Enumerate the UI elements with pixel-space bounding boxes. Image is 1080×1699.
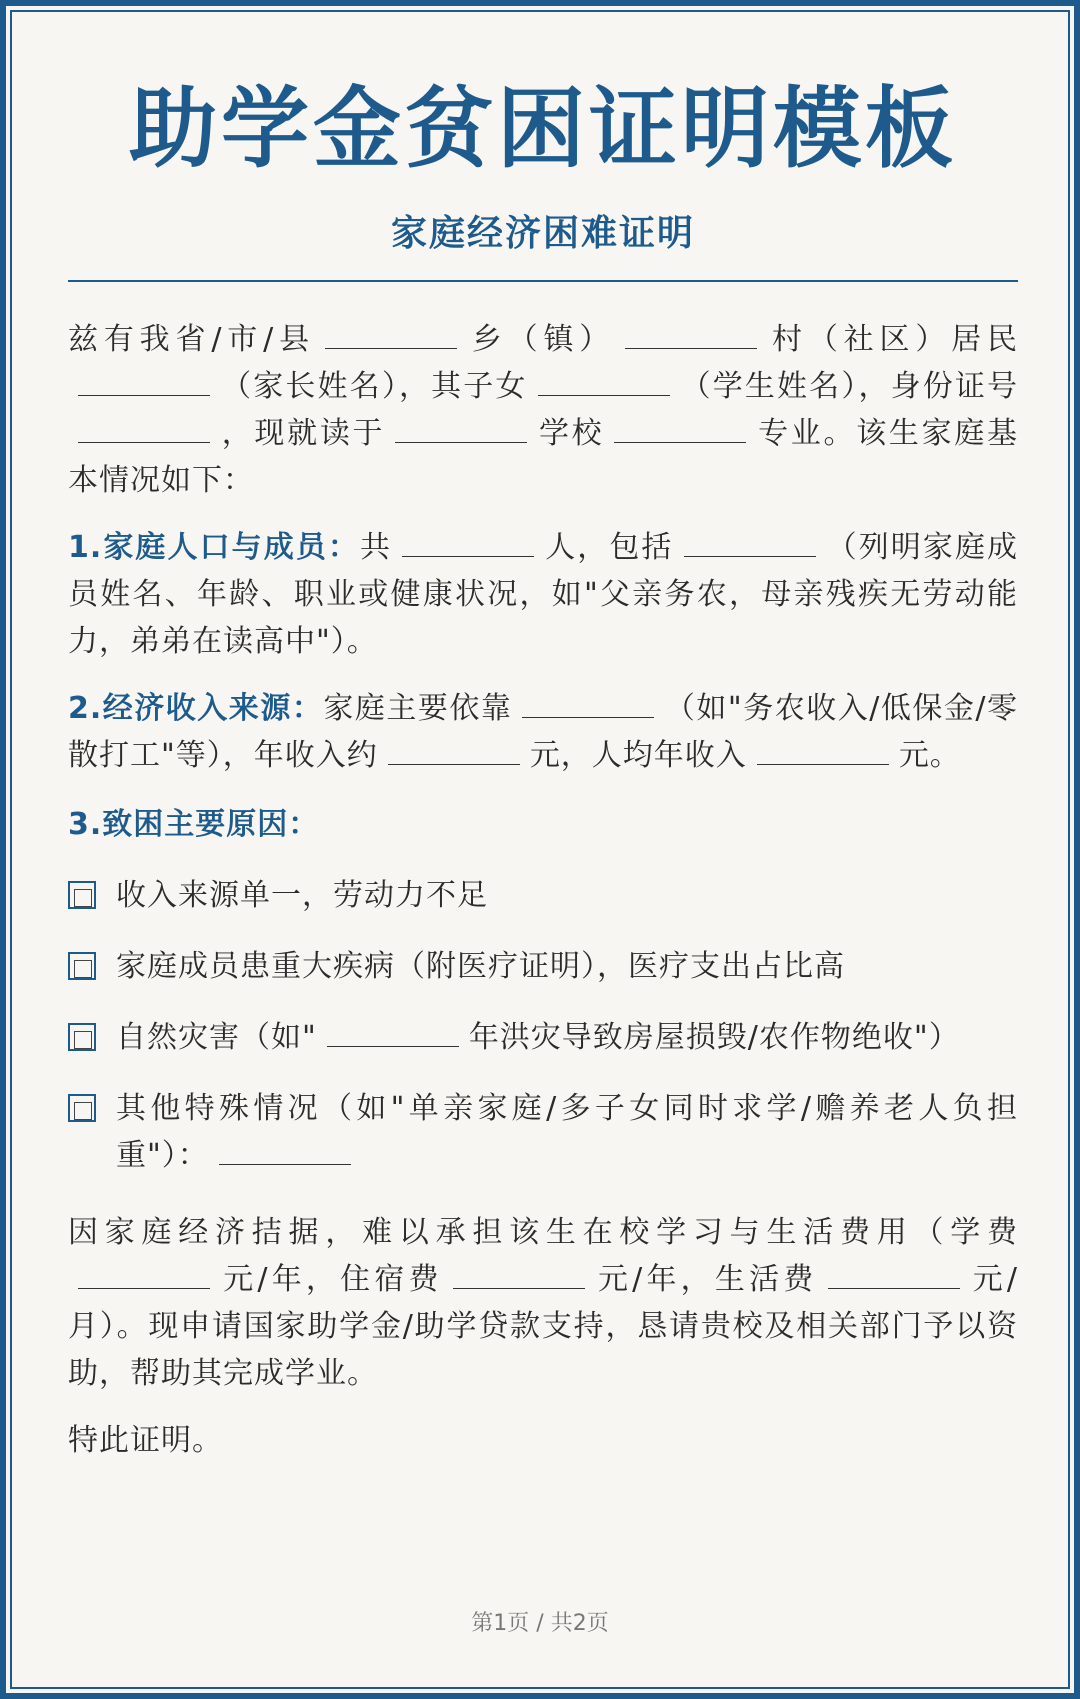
reason-option-3-text-b: 年洪灾导致房屋损毁/农作物绝收"） <box>468 1020 960 1055</box>
reason-option-4 <box>68 1085 1018 1179</box>
blank-major[interactable] <box>614 418 746 443</box>
section-2-text-1: 家庭主要依靠 <box>323 691 513 726</box>
reason-option-4-text: 其他特殊情况（如"单亲家庭/多子女同时求学/赡养老人负担重"）： <box>116 1091 1018 1173</box>
blank-other-reason[interactable] <box>219 1140 351 1165</box>
section-2-heading: 2.经济收入来源： <box>68 691 324 726</box>
closing-text-2: 元/年，住宿费 <box>220 1262 443 1297</box>
blank-id-number[interactable] <box>78 418 210 443</box>
blank-accommodation[interactable] <box>453 1264 585 1289</box>
blank-tuition[interactable] <box>78 1264 210 1289</box>
section-1-text-3: （列明家庭成员姓名、年龄、职业或健康状况，如"父亲务农，母亲残疾无劳动能力，弟弟在读高中"）。 <box>68 530 1019 659</box>
checkbox-single-income[interactable] <box>68 881 96 909</box>
section-1-paragraph <box>68 524 1018 665</box>
document-subtitle: 家庭经济困难证明 <box>390 213 695 254</box>
intro-text-5: （学生姓名），身份证号 <box>679 369 1018 404</box>
intro-text-6: ，现就读于 <box>220 416 386 451</box>
section-1-text-1: 共 <box>360 530 393 565</box>
closing-text-3: 元/年，生活费 <box>594 1262 818 1297</box>
page-number: 第1页 / 共2页 <box>471 1611 609 1636</box>
intro-text-4: （家长姓名），其子女 <box>220 369 528 404</box>
blank-town[interactable] <box>625 324 757 349</box>
closing-text-4: 元/月）。现申请国家助学金/助学贷款支持，恳请贵校及相关部门予以资助，帮助其完成学业。 <box>68 1262 1019 1391</box>
reason-option-2-label: 家庭成员患重大疾病（附医疗证明），医疗支出占比高 <box>116 949 845 984</box>
section-2-text-3: 元，人均年收入 <box>529 738 747 773</box>
blank-parent-name[interactable] <box>78 371 210 396</box>
section-2-text-4: 元。 <box>898 738 961 773</box>
document-title: 助学金贫困证明模板 <box>128 77 957 180</box>
section-1-heading: 1.家庭人口与成员： <box>68 530 361 565</box>
closing-paragraph <box>68 1209 1018 1397</box>
reason-option-4-label <box>116 1085 1018 1179</box>
reason-option-2 <box>68 943 1018 990</box>
checkbox-natural-disaster[interactable] <box>68 1023 96 1051</box>
section-3-heading-row <box>68 801 1018 848</box>
intro-paragraph <box>68 316 1018 504</box>
blank-per-capita-income[interactable] <box>757 740 889 765</box>
reason-option-1-label: 收入来源单一，劳动力不足 <box>116 878 488 913</box>
section-2-text-2: （如"务农收入/低保金/零散打工"等），年收入约 <box>68 691 1019 773</box>
certify-statement: 特此证明。 <box>68 1423 223 1458</box>
blank-family-members[interactable] <box>684 532 816 557</box>
reason-option-3-label <box>116 1014 1018 1061</box>
section-2-paragraph <box>68 685 1018 779</box>
section-3-heading: 3.致困主要原因： <box>68 807 320 842</box>
reason-option-3 <box>68 1014 1018 1061</box>
reason-option-1 <box>68 872 1018 919</box>
blank-disaster-year[interactable] <box>327 1022 459 1047</box>
checkbox-other-special[interactable] <box>68 1094 96 1122</box>
intro-text-1: 兹有我省/市/县 <box>68 322 315 357</box>
document-page <box>6 6 1074 1693</box>
intro-text-2: 乡（镇） <box>466 322 616 357</box>
reason-option-3-text-a: 自然灾害（如" <box>116 1020 317 1055</box>
title-divider <box>68 280 1018 282</box>
closing-text-1: 因家庭经济拮据，难以承担该生在校学习与生活费用（学费 <box>68 1215 1018 1250</box>
blank-living-cost[interactable] <box>828 1264 960 1289</box>
intro-text-3: 村（社区）居民 <box>767 322 1019 357</box>
checkbox-serious-illness[interactable] <box>68 952 96 980</box>
intro-text-8: 专业。该生家庭基本情况如下： <box>68 416 1019 498</box>
blank-annual-income[interactable] <box>388 740 520 765</box>
blank-family-count[interactable] <box>402 532 534 557</box>
section-1-text-2: 人，包括 <box>544 530 674 565</box>
blank-income-source[interactable] <box>522 693 654 718</box>
blank-county[interactable] <box>325 324 457 349</box>
blank-school[interactable] <box>395 418 527 443</box>
blank-student-name[interactable] <box>538 371 670 396</box>
document-content <box>68 6 1018 1464</box>
intro-text-7: 学校 <box>537 416 605 451</box>
